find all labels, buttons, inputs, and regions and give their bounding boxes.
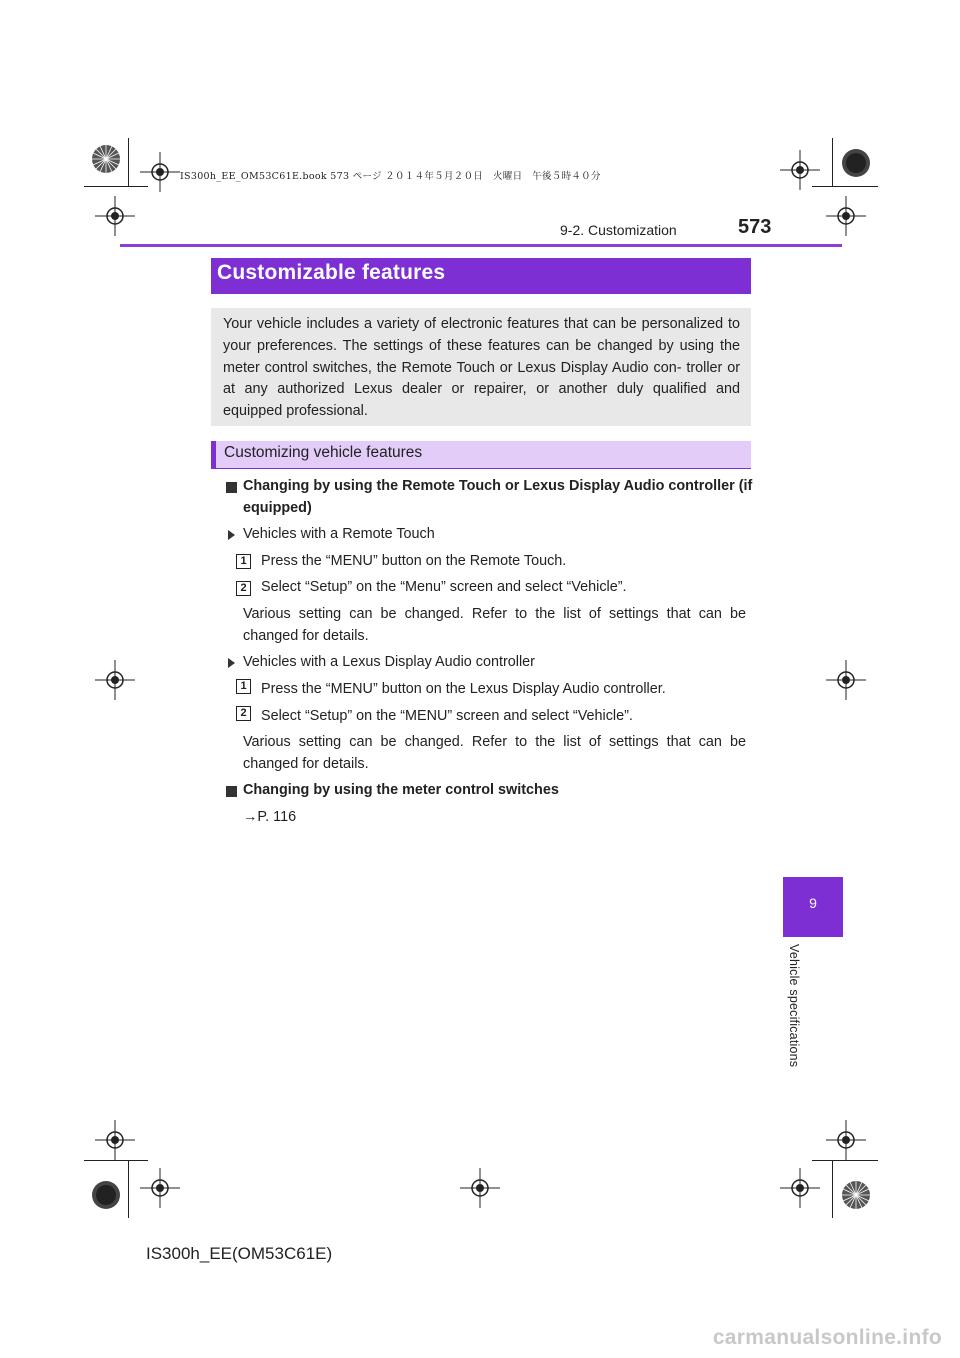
registration-crosshair-icon bbox=[95, 1120, 135, 1160]
registration-crosshair-icon bbox=[140, 1168, 180, 1208]
page-number: 573 bbox=[738, 216, 772, 238]
step-number-badge: 2 bbox=[236, 706, 251, 721]
registration-crosshair-icon bbox=[140, 152, 180, 192]
note-text: Various setting can be changed. Refer to the list of settings that can be bbox=[243, 606, 746, 622]
page-reference-link[interactable]: →P. 116 bbox=[243, 809, 297, 825]
registration-crosshair-icon bbox=[780, 1168, 820, 1208]
subsection-heading: Customizing vehicle features bbox=[224, 444, 423, 461]
crop-line bbox=[832, 1160, 833, 1218]
file-stamp: IS300h_EE_OM53C61E.book 573 ページ ２０１４年５月２０日 火曜日 午後５時４０分 bbox=[180, 171, 601, 182]
crop-line bbox=[84, 1160, 148, 1161]
group-label: Vehicles with a Lexus Display Audio controller bbox=[243, 654, 535, 670]
intro-paragraph: Your vehicle includes a variety of electronic features that can be personalized to your preferences. The settings of these features can be changed by using the meter control switches, the Remote Touch or Lexus Display Audio con- troller or at any authorized Lexus dealer or repairer, or another duly qualified and equipped professional. bbox=[211, 308, 751, 426]
subsection-heading-bar bbox=[211, 441, 751, 469]
step-number-badge: 1 bbox=[236, 679, 251, 694]
step-text: Select “Setup” on the “MENU” screen and select “Vehicle”. bbox=[261, 708, 633, 724]
header-rule bbox=[120, 244, 842, 247]
step-text: Press the “MENU” button on the Lexus Display Audio controller. bbox=[261, 681, 666, 697]
note-text-cont: changed for details. bbox=[243, 756, 369, 772]
group-label: Vehicles with a Remote Touch bbox=[243, 526, 435, 542]
chapter-label: Vehicle specifications bbox=[787, 944, 801, 1068]
step-text: Press the “MENU” button on the Remote Touch. bbox=[261, 553, 567, 569]
chapter-tab[interactable] bbox=[783, 877, 843, 937]
step-text: Select “Setup” on the “Menu” screen and select “Vehicle”. bbox=[261, 579, 627, 595]
watermark-bar bbox=[0, 1306, 960, 1358]
section-heading: Changing by using the Remote Touch or Lexus Display Audio controller (if bbox=[243, 478, 753, 494]
crop-line bbox=[812, 1160, 878, 1161]
registration-crosshair-icon bbox=[95, 660, 135, 700]
section-heading: Changing by using the meter control switches bbox=[243, 782, 559, 798]
registration-crosshair-icon bbox=[826, 660, 866, 700]
registration-dot-icon bbox=[91, 1180, 121, 1210]
registration-dot-icon bbox=[841, 148, 871, 178]
registration-crosshair-icon bbox=[460, 1168, 500, 1208]
section-heading-cont: equipped) bbox=[243, 500, 312, 516]
note-text: Various setting can be changed. Refer to the list of settings that can be bbox=[243, 734, 746, 750]
page-title: Customizable features bbox=[217, 261, 446, 284]
chapter-number: 9 bbox=[809, 895, 817, 911]
step-number-badge: 2 bbox=[236, 581, 251, 596]
manual-code: IS300h_EE(OM53C61E) bbox=[146, 1244, 333, 1263]
registration-crosshair-icon bbox=[826, 1120, 866, 1160]
registration-crosshair-icon bbox=[826, 196, 866, 236]
registration-crosshair-icon bbox=[780, 150, 820, 190]
registration-crosshair-icon bbox=[95, 196, 135, 236]
watermark-text: carmanualsonline.info bbox=[712, 1326, 942, 1349]
crop-line bbox=[84, 186, 148, 187]
triangle-bullet-icon bbox=[228, 658, 235, 668]
square-bullet-icon bbox=[226, 482, 237, 493]
crop-line bbox=[812, 186, 878, 187]
page-title-bar bbox=[211, 258, 751, 294]
step-number-badge: 1 bbox=[236, 554, 251, 569]
note-text-cont: changed for details. bbox=[243, 628, 369, 644]
section-reference: 9-2. Customization bbox=[560, 222, 677, 238]
crop-line bbox=[128, 1160, 129, 1218]
registration-starburst-icon bbox=[841, 1180, 871, 1210]
registration-starburst-icon bbox=[91, 144, 121, 174]
triangle-bullet-icon bbox=[228, 530, 235, 540]
crop-line bbox=[832, 138, 833, 186]
crop-line bbox=[128, 138, 129, 186]
square-bullet-icon bbox=[226, 786, 237, 797]
